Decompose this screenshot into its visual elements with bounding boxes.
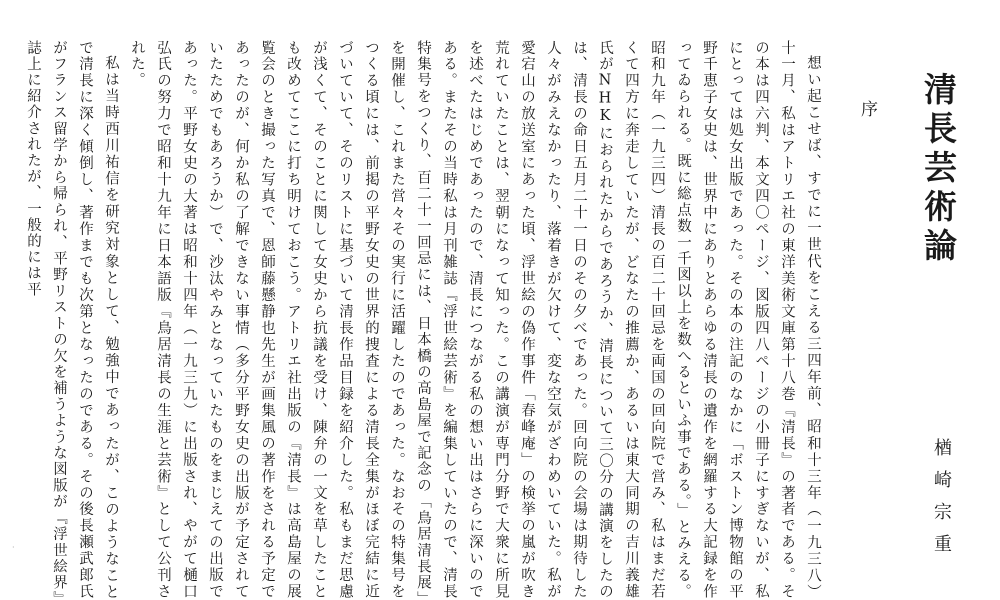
paragraph: 想い起こせば、すでに一世代をこえる三四年前、昭和十三年（一九三八）十一月、私はアトリエ社の東洋美術文庫第十八巻『清長』の著者である。その本は四六判、本文四〇ページ、図版四八ページの小冊子にすぎないが、私にとっては処女出版であった。その本の注記のなかに「ボストン博物館の平野千恵子女史は、世界中にありとあらゆる清長の遺作を網羅する大記録を作ってゐられる。既に総点数一千図以上を数へるといふ事である。」とみえる。昭和九年（一九三四）清長の百二十回忌を両国の回向院で営み、私はまだ若くて四方に奔走していたが、どなたの推薦か、あるいは東大同期の吉川義雄氏がNHKにおられたからであろうか、清長について三〇分の講演をしたのは、清長の命日五月二十一日のその夕べであった。回向院の会場は期待した人々がみえなかったり、落着きが欠けて、変な空気がざわめいていた。私が愛宕山の放送室にあった頃、浮世絵の偽作事件「春峰庵」の検挙の嵐が吹き荒れていたことは、翌朝になって知った。この講演が専門分野で大衆に所見を述べたはじめであったので、清長につながる私の想い出はさらに深いのである。またその当時私は月刊雑誌『浮世絵芸術』を編集していたので、清長特集号をつくり、百二十一回忌には、日本橋の高島屋で記念の「鳥居清長展」を開催し、これまた営々その実行に活躍したのであった。なおその特集号をつくる頃には、前掲の平野女史の世界的捜査による清長全集がほぼ完結に近づいていて、そのリストに基づいて清長作品目録を紹介した。私もまだ思慮が浅くて、そのことに関して女史から抗議を受け、陳弁の一文を草したことも改めてここに打ち明けておこう。アトリエ社出版の『清長』は高島屋の展覧会のとき撮った写真で、恩師藤懸静也先生が画集風の著作をされる予定であったのが、何か私の了解できない事情（多分平野女史の出版が予定されていたためでもあろうか）で、沙汰やみとなっていたものをまじえての出版であった。平野女史の大著は昭和十四年（一九三九）に出版され、やがて樋口弘氏の努力で昭和十九年に日本語版『鳥居清長の生涯と芸術』として公刊された。 bbox=[129, 40, 821, 600]
body-text bbox=[25, 40, 826, 600]
author-name: 楢崎宗重 bbox=[931, 438, 952, 566]
paragraph: 私は当時西川祐信を研究対象として、勉強中であったが、このようなことで清長に深く傾倒し、著作までも次第となったのである。その後長瀬武郎氏がフランス留学から帰られ、平野リストの欠を補うような図版が『浮世絵界』誌上に紹介されたが、一般的には平 bbox=[25, 40, 119, 600]
page-title: 清長芸術論 bbox=[919, 72, 958, 267]
section-heading: 序 bbox=[857, 100, 877, 117]
scan-speck: · bbox=[12, 543, 15, 552]
